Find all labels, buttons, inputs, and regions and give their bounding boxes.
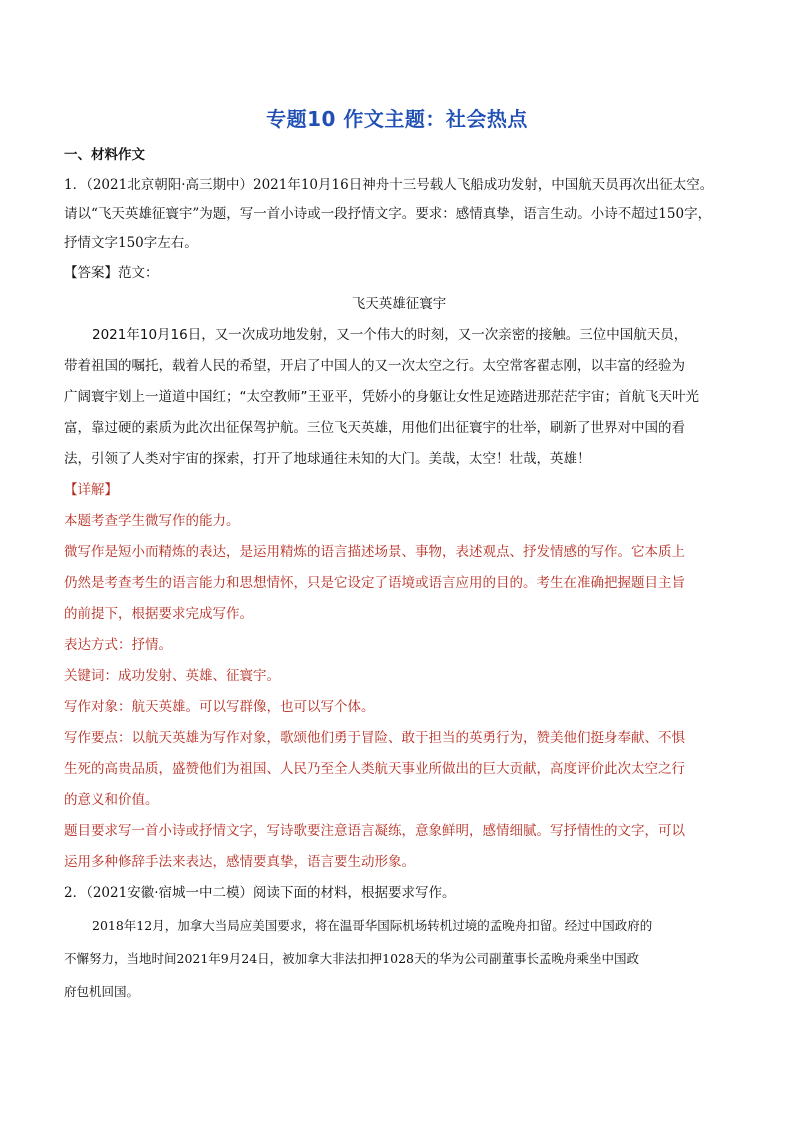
question-1-line: 1．（2021北京朝阳·高三期中）2021年10月16日神舟十三号载人飞船成功发射，中国航天员再次出征太空。 — [64, 177, 714, 193]
question-2 — [64, 878, 734, 1008]
detail-line: 的意义和价值。 — [64, 792, 159, 808]
essay-line: 广阔寰宇划上一道道中国红；“太空教师”王亚平，凭娇小的身躯让女性足迹踏进那茫茫宇宙；首航飞天叶光 — [64, 389, 699, 405]
material-line: 不懈努力，当地时间2021年9月24日，被加拿大非法扣押1028天的华为公司副董事长孟晚舟乘坐中国政 — [64, 951, 639, 966]
detail-line: 写作对象：航天英雄。可以写群像，也可以写个体。 — [64, 699, 375, 715]
detail-line: 表达方式：抒情。 — [64, 637, 172, 653]
essay-line: 法，引领了人类对宇宙的探索，打开了地球通往未知的大门。美哉，太空！壮哉，英雄！ — [64, 451, 591, 467]
detail-line: 关键词：成功发射、英雄、征寰宇。 — [64, 668, 280, 684]
question-1-line: 请以“飞天英雄征寰宇”为题，写一首小诗或一段抒情文字。要求：感情真挚，语言生动。小诗不超过150字， — [64, 206, 712, 222]
essay-title: 飞天英雄征寰宇 — [351, 296, 447, 312]
detail-line: 运用多种修辞手法来表达，感情要真挚，语言要生动形象。 — [64, 854, 415, 870]
detail-line: 本题考查学生微写作的能力。 — [64, 513, 240, 529]
essay-line: 2021年10月16日，又一次成功地发射，又一个伟大的时刻，又一次亲密的接触。三位中国航天员， — [92, 327, 688, 343]
section-heading: 一、材料作文 — [64, 147, 145, 163]
essay-line: 富，靠过硬的素质为此次出征保驾护航。三位飞天英雄，用他们出征寰宇的壮举，刷新了世界对中国的看 — [64, 420, 685, 436]
detail-line: 微写作是短小而精炼的表达，是运用精炼的语言描述场景、事物，表述观点、抒发情感的写作。它本质上 — [64, 544, 685, 560]
question-1 — [64, 171, 734, 878]
material-line: 2018年12月，加拿大当局应美国要求，将在温哥华国际机场转机过境的孟晚舟扣留。经过中国政府的 — [92, 918, 653, 933]
detail-line: 题目要求写一首小诗或抒情文字，写诗歌要注意语言凝练，意象鲜明，感情细腻。写抒情性的文字，可以 — [64, 823, 685, 839]
essay-line: 带着祖国的嘱托，载着人民的希望，开启了中国人的又一次太空之行。太空常客翟志刚，以丰富的经验为 — [64, 358, 685, 374]
detail-line: 的前提下，根据要求完成写作。 — [64, 606, 253, 622]
detail-line: 生死的高贵品质，盛赞他们为祖国、人民乃至全人类航天事业所做出的巨大贡献，高度评价此次太空之行 — [64, 761, 685, 777]
detail-line: 仍然是考查考生的语言能力和思想情怀，只是它设定了语境或语言应用的目的。考生在准确把握题目主旨 — [64, 575, 685, 591]
document-body — [64, 143, 734, 1008]
question-1-line: 抒情文字150字左右。 — [64, 235, 198, 251]
page-title: 专题10 作文主题：社会热点 — [266, 107, 528, 131]
material-line: 府包机回国。 — [64, 984, 140, 999]
detail-label: 【详解】 — [64, 482, 118, 498]
detail-line: 写作要点：以航天英雄为写作对象，歌颂他们勇于冒险、敢于担当的英勇行为，赞美他们挺身奉献、不惧 — [64, 730, 685, 746]
question-2-intro: 2．（2021安徽·宿城一中二模）阅读下面的材料，根据要求写作。 — [64, 885, 456, 901]
answer-label: 【答案】范文： — [64, 265, 159, 281]
